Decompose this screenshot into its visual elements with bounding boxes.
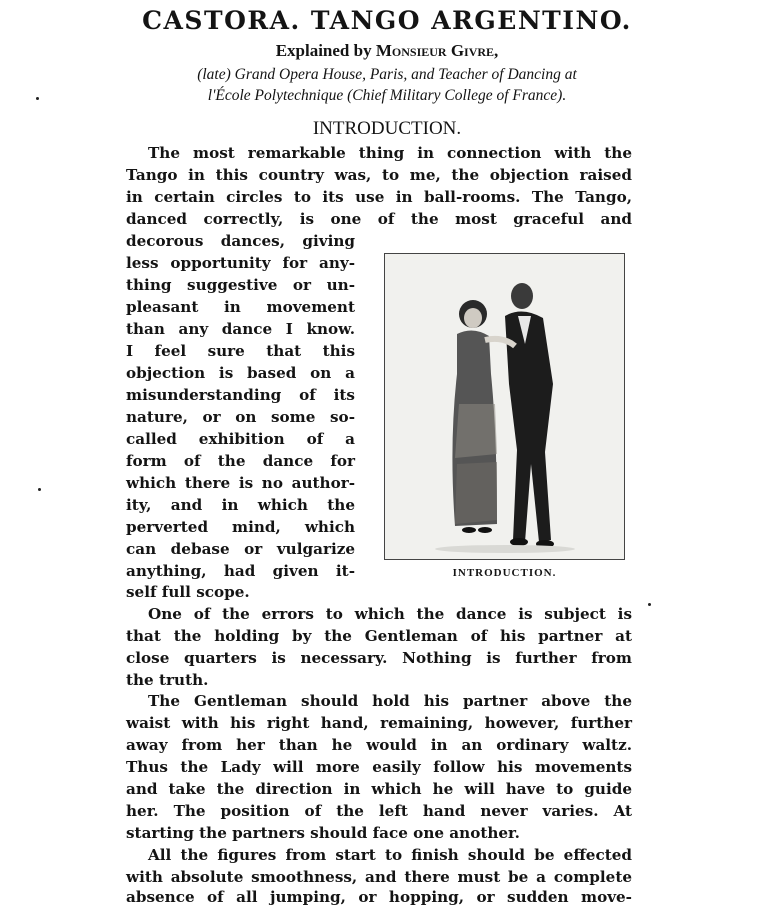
- text-line: away from her than he would in an ordinary waltz.: [126, 736, 632, 754]
- text-line: with absolute smoothness, and there must be a complete: [126, 868, 632, 886]
- text-line: anything, had given it-: [126, 562, 355, 580]
- text-line: can debase or vulgarize: [126, 540, 355, 558]
- text-line: The most remarkable thing in connection with the: [148, 144, 632, 162]
- credit-line: (late) Grand Opera House, Paris, and Teacher of Dancing at: [197, 66, 577, 83]
- text-line: called exhibition of a: [126, 430, 355, 448]
- text-line: The Gentleman should hold his partner above the: [148, 692, 632, 710]
- author-credit: [80, 64, 694, 106]
- text-line: than any dance I know.: [126, 320, 355, 338]
- text-line: One of the errors to which the dance is subject is: [148, 605, 632, 623]
- dancing-couple-illustration: [385, 254, 624, 559]
- article-title: CASTORA. TANGO ARGENTINO.: [142, 6, 632, 35]
- print-speck: [38, 488, 41, 491]
- text-line: which there is no author-: [126, 474, 355, 492]
- text-line: waist with his right hand, remaining, however, further: [126, 714, 632, 732]
- text-line: All the figures from start to finish should be effected: [148, 846, 632, 864]
- text-line: perverted mind, which: [126, 518, 355, 536]
- text-line: self full scope.: [126, 583, 250, 601]
- text-line: thing suggestive or un-: [126, 276, 355, 294]
- dancing-couple-photo: [384, 253, 625, 560]
- byline-author: Monsieur Givre,: [375, 41, 499, 60]
- text-line: danced correctly, is one of the most graceful and: [126, 210, 632, 228]
- byline: [0, 41, 774, 61]
- text-line: absence of all jumping, or hopping, or sudden move-: [126, 888, 632, 906]
- print-speck: [36, 97, 39, 100]
- text-line: nature, or on some so-: [126, 408, 355, 426]
- text-line: objection is based on a: [126, 364, 355, 382]
- text-line: in certain circles to its use in ball-rooms. The Tango,: [126, 188, 632, 206]
- text-line: pleasant in movement: [126, 298, 355, 316]
- credit-line: l'École Polytechnique (Chief Military College of France).: [207, 87, 567, 104]
- section-heading: INTRODUCTION.: [312, 118, 462, 139]
- text-line: less opportunity for any-: [126, 254, 355, 272]
- text-line: I feel sure that this: [126, 342, 355, 360]
- byline-prefix: Explained by: [275, 41, 372, 60]
- text-line: and take the direction in which he will have to guide: [126, 780, 632, 798]
- text-line: misunderstanding of its: [126, 386, 355, 404]
- text-line: starting the partners should face one another.: [126, 824, 520, 842]
- print-speck: [648, 603, 651, 606]
- text-line: her. The position of the left hand never varies. At: [126, 802, 632, 820]
- text-line: Thus the Lady will more easily follow his movements: [126, 758, 632, 776]
- text-line: form of the dance for: [126, 452, 355, 470]
- text-line: ity, and in which the: [126, 496, 355, 514]
- figure-caption: INTRODUCTION.: [452, 567, 557, 579]
- text-line: Tango in this country was, to me, the objection raised: [126, 166, 632, 184]
- text-line: decorous dances, giving: [126, 232, 355, 250]
- text-line: that the holding by the Gentleman of his partner at: [126, 627, 632, 645]
- text-line: close quarters is necessary. Nothing is further from: [126, 649, 632, 667]
- text-line: the truth.: [126, 671, 209, 689]
